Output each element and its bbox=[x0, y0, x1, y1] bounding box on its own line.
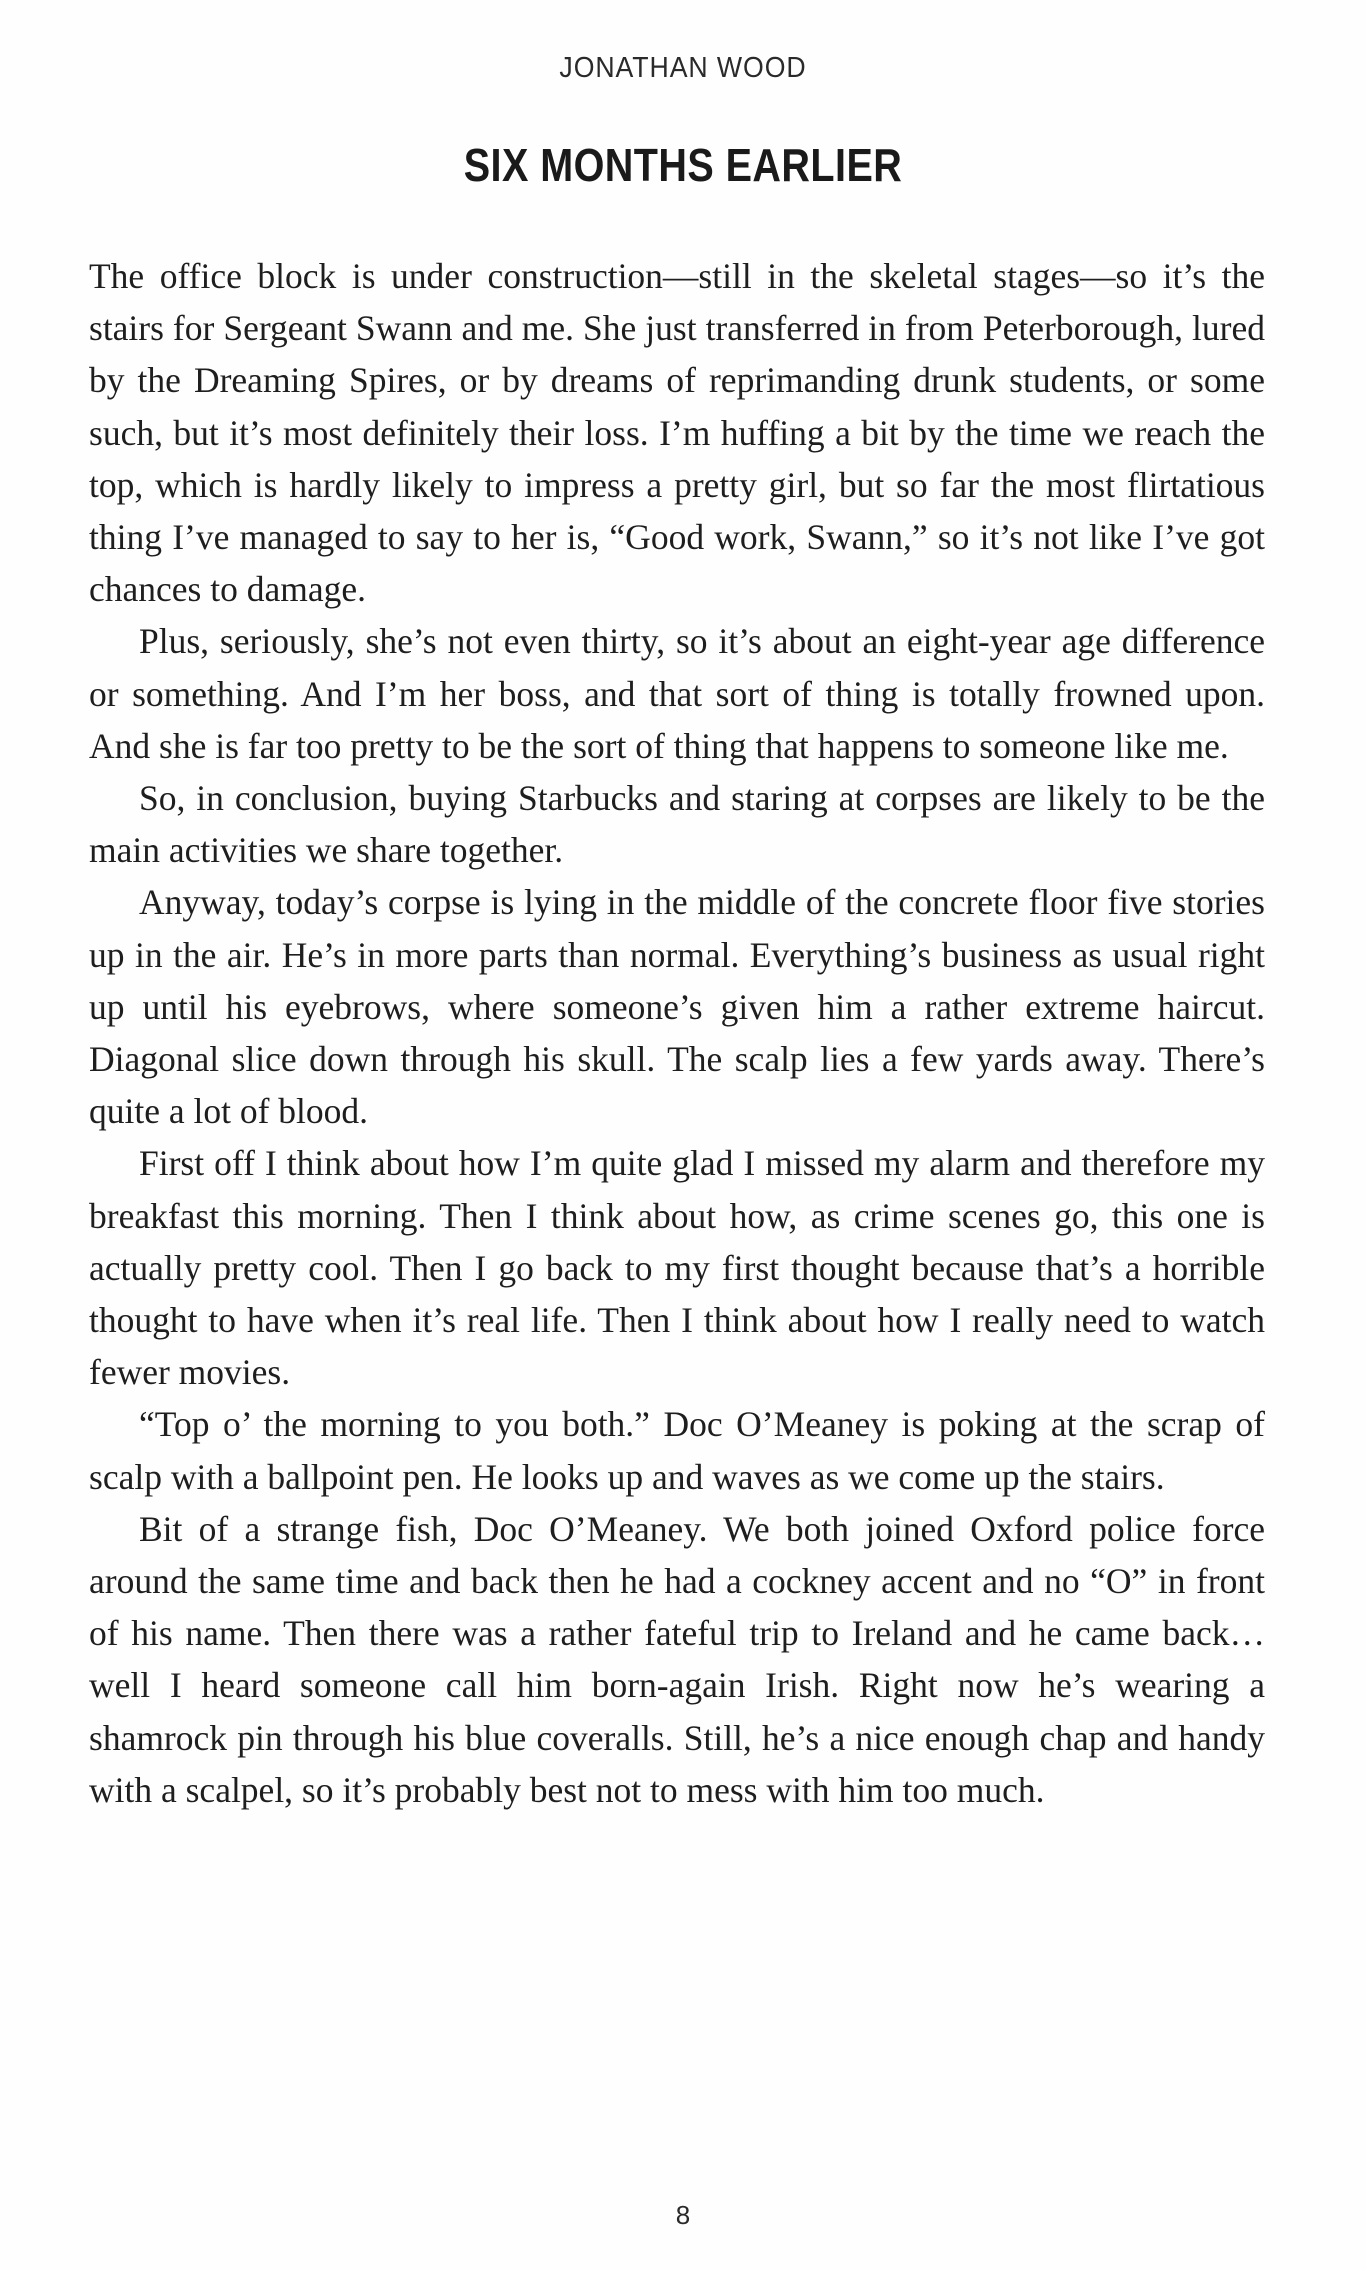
paragraph: Bit of a strange fish, Doc O’Meaney. We both joined Oxford police force around the same time and back then he had a cockney accent and no “O” in front of his name. Then there was a rather fateful trip to Ireland and he came back… well I heard someone call him born-again Irish. Right now he’s wearing a shamrock pin through his blue coveralls. Still, he’s a nice enough chap and handy with a scalpel, so it’s probably best not to mess with him too much. bbox=[89, 1508, 1265, 1810]
paragraph: Anyway, today’s corpse is lying in the middle of the concrete floor five stories up in the air. He’s in more parts than normal. Everything’s business as usual right up until his eyebrows, where someone’s given him a rather extreme haircut. Diagonal slice down through his skull. The scalp lies a few yards away. There’s quite a lot of blood. bbox=[89, 882, 1265, 1132]
paragraph: First off I think about how I’m quite glad I missed my alarm and therefore my breakfast this morning. Then I think about how, as crime scenes go, this one is actually pretty cool. Then I go back to my first thought because that’s a horrible thought to have when it’s real life. Then I think about how I really need to watch fewer movies. bbox=[89, 1143, 1265, 1393]
chapter-title: SIX MONTHS EARLIER bbox=[463, 139, 903, 191]
paragraph: Plus, seriously, she’s not even thirty, so it’s about an eight-year age difference or something. And I’m her boss, and that sort of thing is totally frowned upon. And she is far too pretty to be the sort of thing that happens to someone like me. bbox=[89, 621, 1265, 766]
paragraph: “Top o’ the morning to you both.” Doc O’Meaney is poking at the scrap of scalp with a ballpoint pen. He looks up and waves as we come up the stairs. bbox=[89, 1404, 1265, 1497]
paragraph: The office block is under construction—still in the skeletal stages—so it’s the stairs for Sergeant Swann and me. She just transferred in from Peterborough, lured by the Dreaming Spires, or by dreams of reprimanding drunk students, or some such, but it’s most definitely their loss. I’m huffing a bit by the time we reach the top, which is hardly likely to impress a pretty girl, but so far the most flirtatious thing I’ve managed to say to her is, “Good work, Swann,” so it’s not like I’ve got chances to damage. bbox=[89, 256, 1265, 610]
running-head: JONATHAN WOOD bbox=[559, 52, 807, 84]
page-number: 8 bbox=[675, 2200, 691, 2230]
paragraph: So, in conclusion, buying Starbucks and staring at corpses are likely to be the main activities we share together. bbox=[89, 778, 1265, 871]
body-text bbox=[89, 250, 1265, 1816]
